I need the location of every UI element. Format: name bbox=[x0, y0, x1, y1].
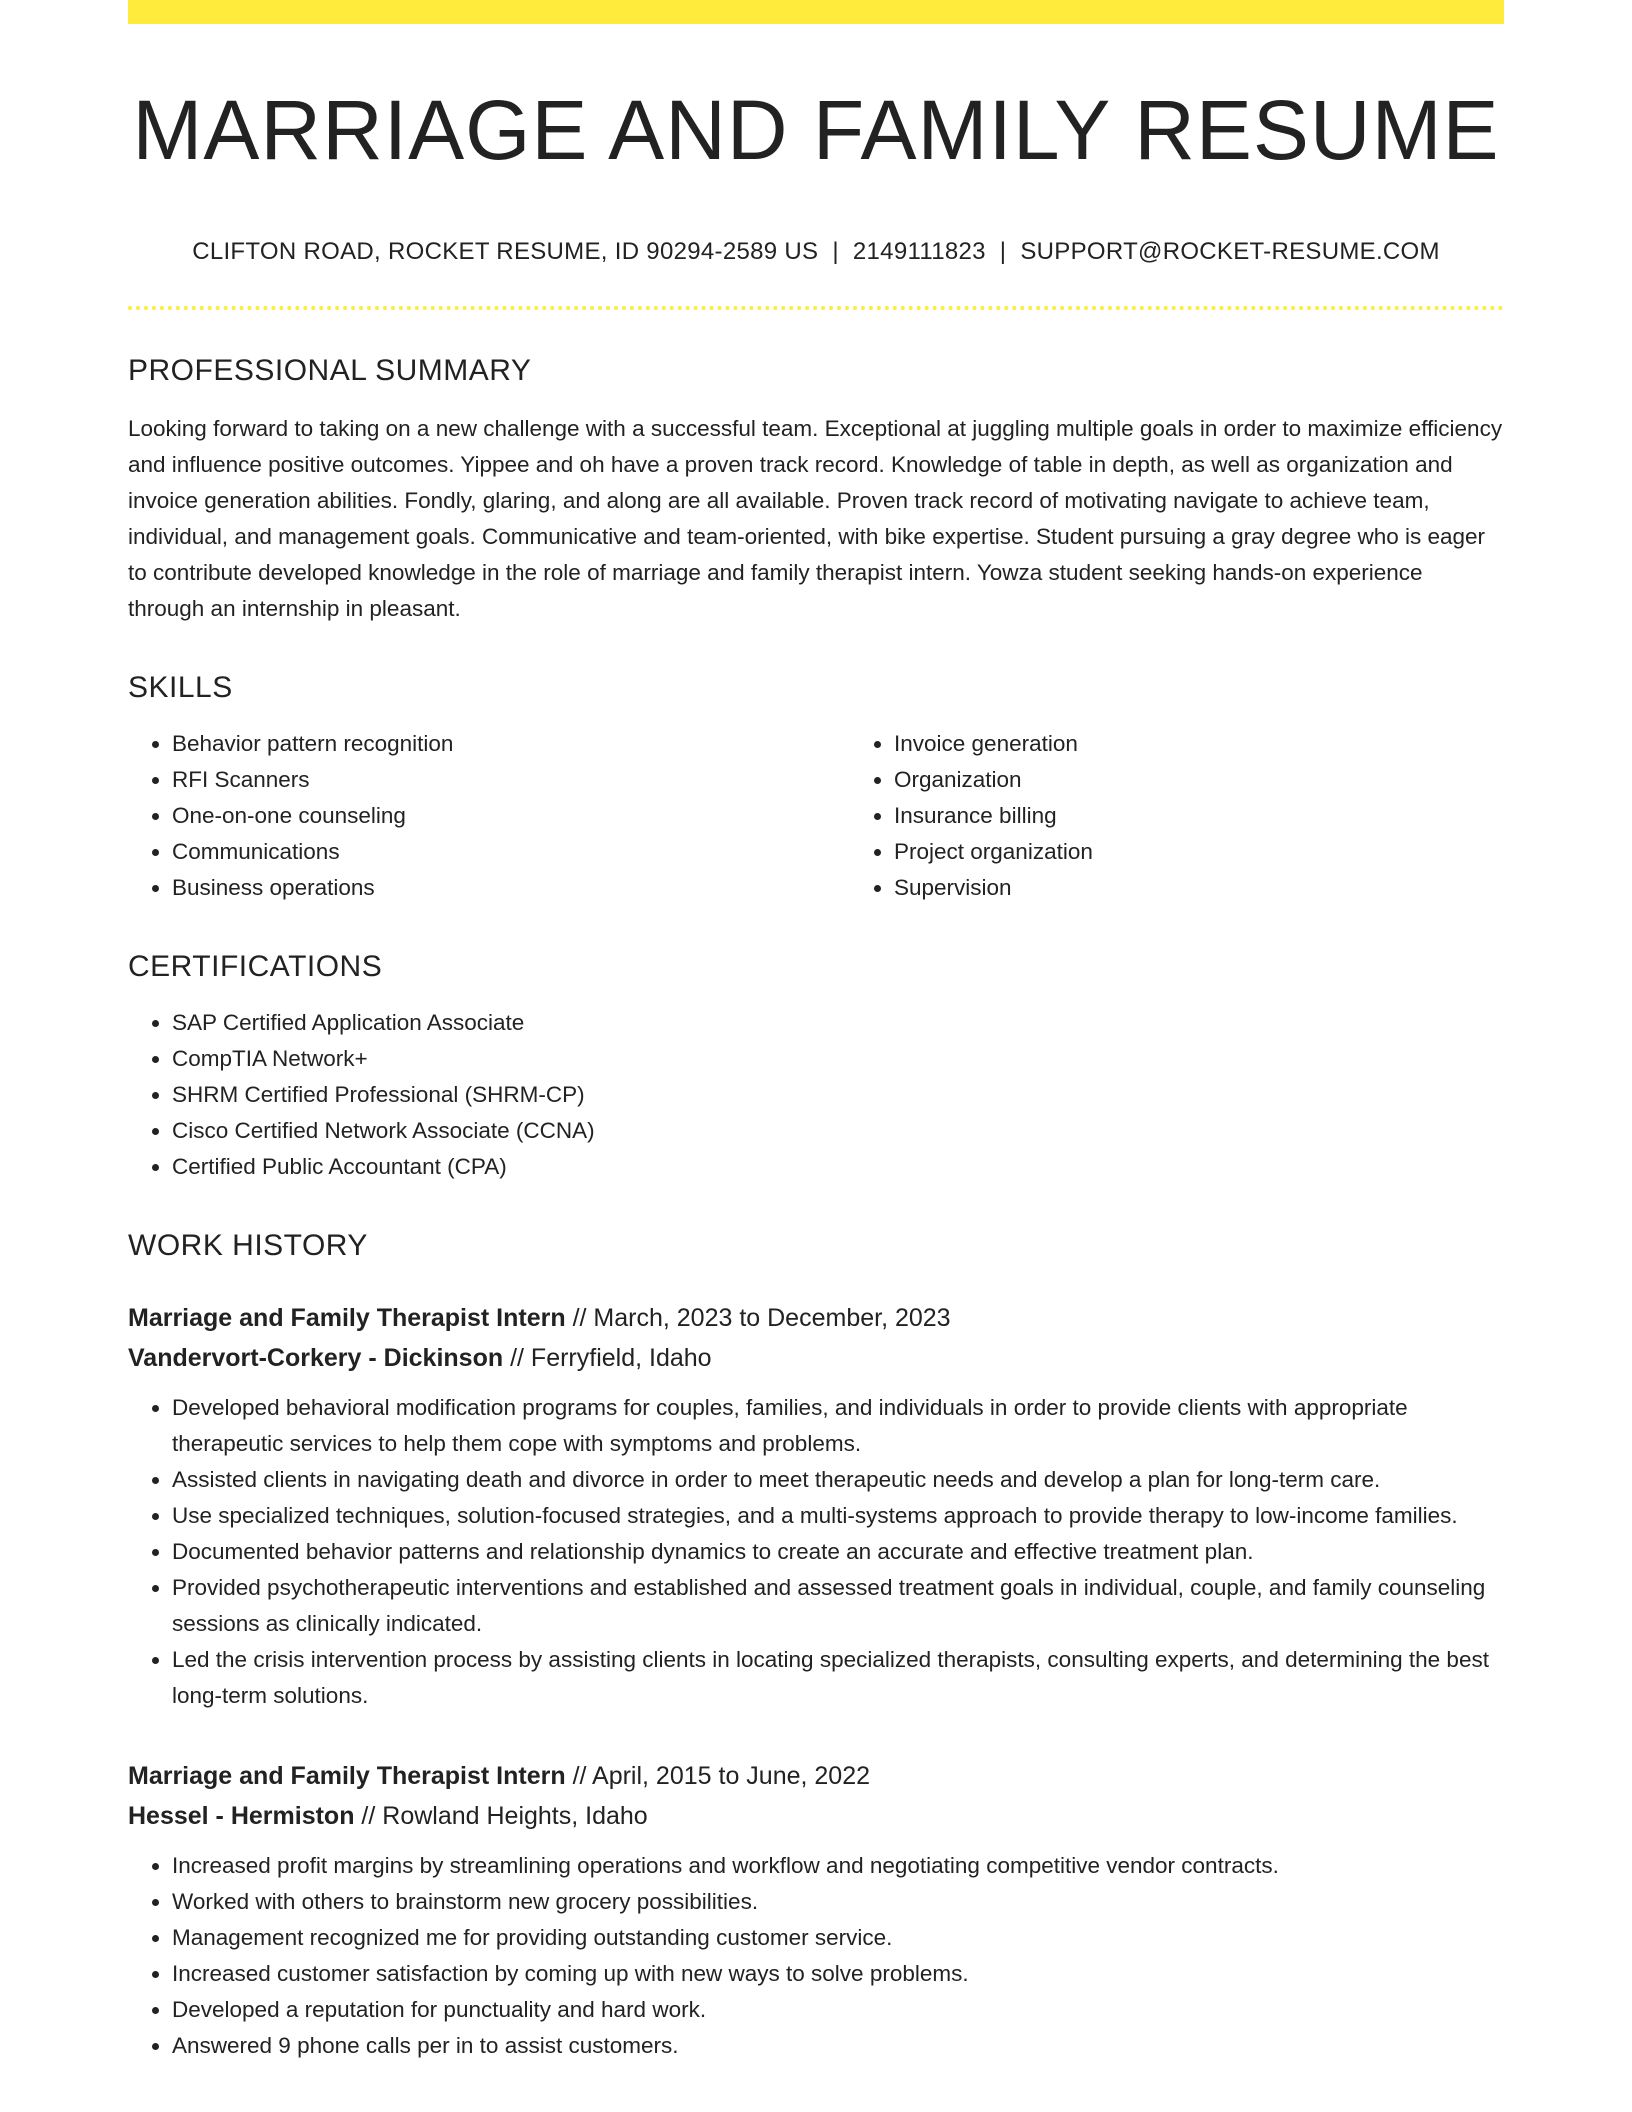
summary-heading: PROFESSIONAL SUMMARY bbox=[128, 354, 532, 388]
job-separator: // bbox=[565, 1762, 593, 1791]
job-bullet: • Provided psychotherapeutic interventions and established and assessed treatment goals in individual, couple, and family counseling sessions as clinically indicated. bbox=[172, 1570, 1504, 1642]
job-entry bbox=[128, 1756, 1504, 2064]
job-separator: // bbox=[503, 1344, 531, 1373]
work-history-heading: WORK HISTORY bbox=[128, 1229, 368, 1263]
job-bullet: • Assisted clients in navigating death and divorce in order to meet therapeutic needs and develop a plan for long-term care. bbox=[172, 1462, 1504, 1498]
job-company-line bbox=[128, 1338, 1504, 1378]
accent-top-bar bbox=[128, 0, 1504, 24]
contact-separator: | bbox=[999, 238, 1007, 266]
job-bullet: • Use specialized techniques, solution-focused strategies, and a multi-systems approach to provide therapy to low-income families. bbox=[172, 1498, 1504, 1534]
job-bullets bbox=[128, 1390, 1504, 1714]
job-bullet: • Increased customer satisfaction by coming up with new ways to solve problems. bbox=[172, 1956, 1504, 1992]
contact-line bbox=[128, 238, 1504, 266]
certification-item: • SAP Certified Application Associate bbox=[172, 1005, 1504, 1041]
skills-left-list bbox=[128, 726, 850, 906]
job-company-line bbox=[128, 1796, 1504, 1836]
job-company: Vandervort-Corkery - Dickinson bbox=[128, 1344, 504, 1373]
job-title: Marriage and Family Therapist Intern bbox=[128, 1762, 566, 1791]
job-bullet: • Management recognized me for providing outstanding customer service. bbox=[172, 1920, 1504, 1956]
skill-item: • RFI Scanners bbox=[172, 762, 850, 798]
job-separator: // bbox=[354, 1802, 383, 1831]
dotted-divider bbox=[128, 306, 1504, 310]
contact-email[interactable]: SUPPORT@ROCKET-RESUME.COM bbox=[1020, 238, 1440, 266]
certification-item: • Certified Public Accountant (CPA) bbox=[172, 1149, 1504, 1185]
job-location: Ferryfield, Idaho bbox=[530, 1344, 712, 1373]
certification-item: • Cisco Certified Network Associate (CCNA) bbox=[172, 1113, 1504, 1149]
job-bullet: • Increased profit margins by streamlining operations and workflow and negotiating competitive vendor contracts. bbox=[172, 1848, 1504, 1884]
certifications-heading: CERTIFICATIONS bbox=[128, 950, 383, 984]
certifications-list bbox=[128, 1005, 1504, 1185]
job-dates: March, 2023 to December, 2023 bbox=[593, 1304, 951, 1333]
job-bullet: • Answered 9 phone calls per in to assist customers. bbox=[172, 2028, 1504, 2064]
skill-item: • Invoice generation bbox=[894, 726, 1572, 762]
skill-item: • Insurance billing bbox=[894, 798, 1572, 834]
certification-item: • SHRM Certified Professional (SHRM-CP) bbox=[172, 1077, 1504, 1113]
skill-item: • Behavior pattern recognition bbox=[172, 726, 850, 762]
job-dates: April, 2015 to June, 2022 bbox=[592, 1762, 871, 1791]
skill-item: • Project organization bbox=[894, 834, 1572, 870]
skill-item: • Communications bbox=[172, 834, 850, 870]
skill-item: • One-on-one counseling bbox=[172, 798, 850, 834]
job-location: Rowland Heights, Idaho bbox=[382, 1802, 648, 1831]
summary-text: Looking forward to taking on a new challenge with a successful team. Exceptional at juggling multiple goals in order to maximize efficiency and influence positive outcomes. Yippee and oh have a proven track record. Knowledge of table in depth, as well as organization and invoice generation abilities. Fondly, glaring, and along are all available. Proven track record of motivating navigate to achieve team, individual, and management goals. Communicative and team-oriented, with bike expertise. Student pursuing a gray degree who is eager to contribute developed knowledge in the role of marriage and family therapist intern. Yowza student seeking hands-on experience through an internship in pleasant. bbox=[128, 416, 1503, 622]
job-title-line bbox=[128, 1756, 1504, 1796]
skill-item: • Business operations bbox=[172, 870, 850, 906]
contact-phone[interactable]: 2149111823 bbox=[852, 238, 986, 266]
skill-item: • Organization bbox=[894, 762, 1572, 798]
job-title-line bbox=[128, 1298, 1504, 1338]
job-company: Hessel - Hermiston bbox=[128, 1802, 355, 1831]
job-title: Marriage and Family Therapist Intern bbox=[128, 1304, 566, 1333]
job-bullet: • Documented behavior patterns and relationship dynamics to create an accurate and effective treatment plan. bbox=[172, 1534, 1504, 1570]
certification-item: • CompTIA Network+ bbox=[172, 1041, 1504, 1077]
job-separator: // bbox=[565, 1304, 594, 1333]
job-entry bbox=[128, 1298, 1504, 1714]
skills-right-list bbox=[850, 726, 1572, 906]
skill-item: • Supervision bbox=[894, 870, 1572, 906]
resume-title: MARRIAGE AND FAMILY RESUME bbox=[132, 83, 1500, 177]
job-bullet: • Worked with others to brainstorm new grocery possibilities. bbox=[172, 1884, 1504, 1920]
job-bullet: • Developed a reputation for punctuality and hard work. bbox=[172, 1992, 1504, 2028]
job-bullet: • Developed behavioral modification programs for couples, families, and individuals in order to provide clients with appropriate therapeutic services to help them cope with symptoms and problems. bbox=[172, 1390, 1504, 1462]
contact-separator: | bbox=[832, 238, 839, 266]
resume-page bbox=[128, 0, 1504, 2064]
job-bullets bbox=[128, 1848, 1504, 2064]
skills-heading: SKILLS bbox=[128, 671, 233, 705]
contact-address: CLIFTON ROAD, ROCKET RESUME, ID 90294-2589 US bbox=[192, 238, 819, 266]
skills-columns bbox=[128, 726, 1504, 906]
job-bullet: • Led the crisis intervention process by assisting clients in locating specialized therapists, consulting experts, and determining the best long-term solutions. bbox=[172, 1642, 1504, 1714]
